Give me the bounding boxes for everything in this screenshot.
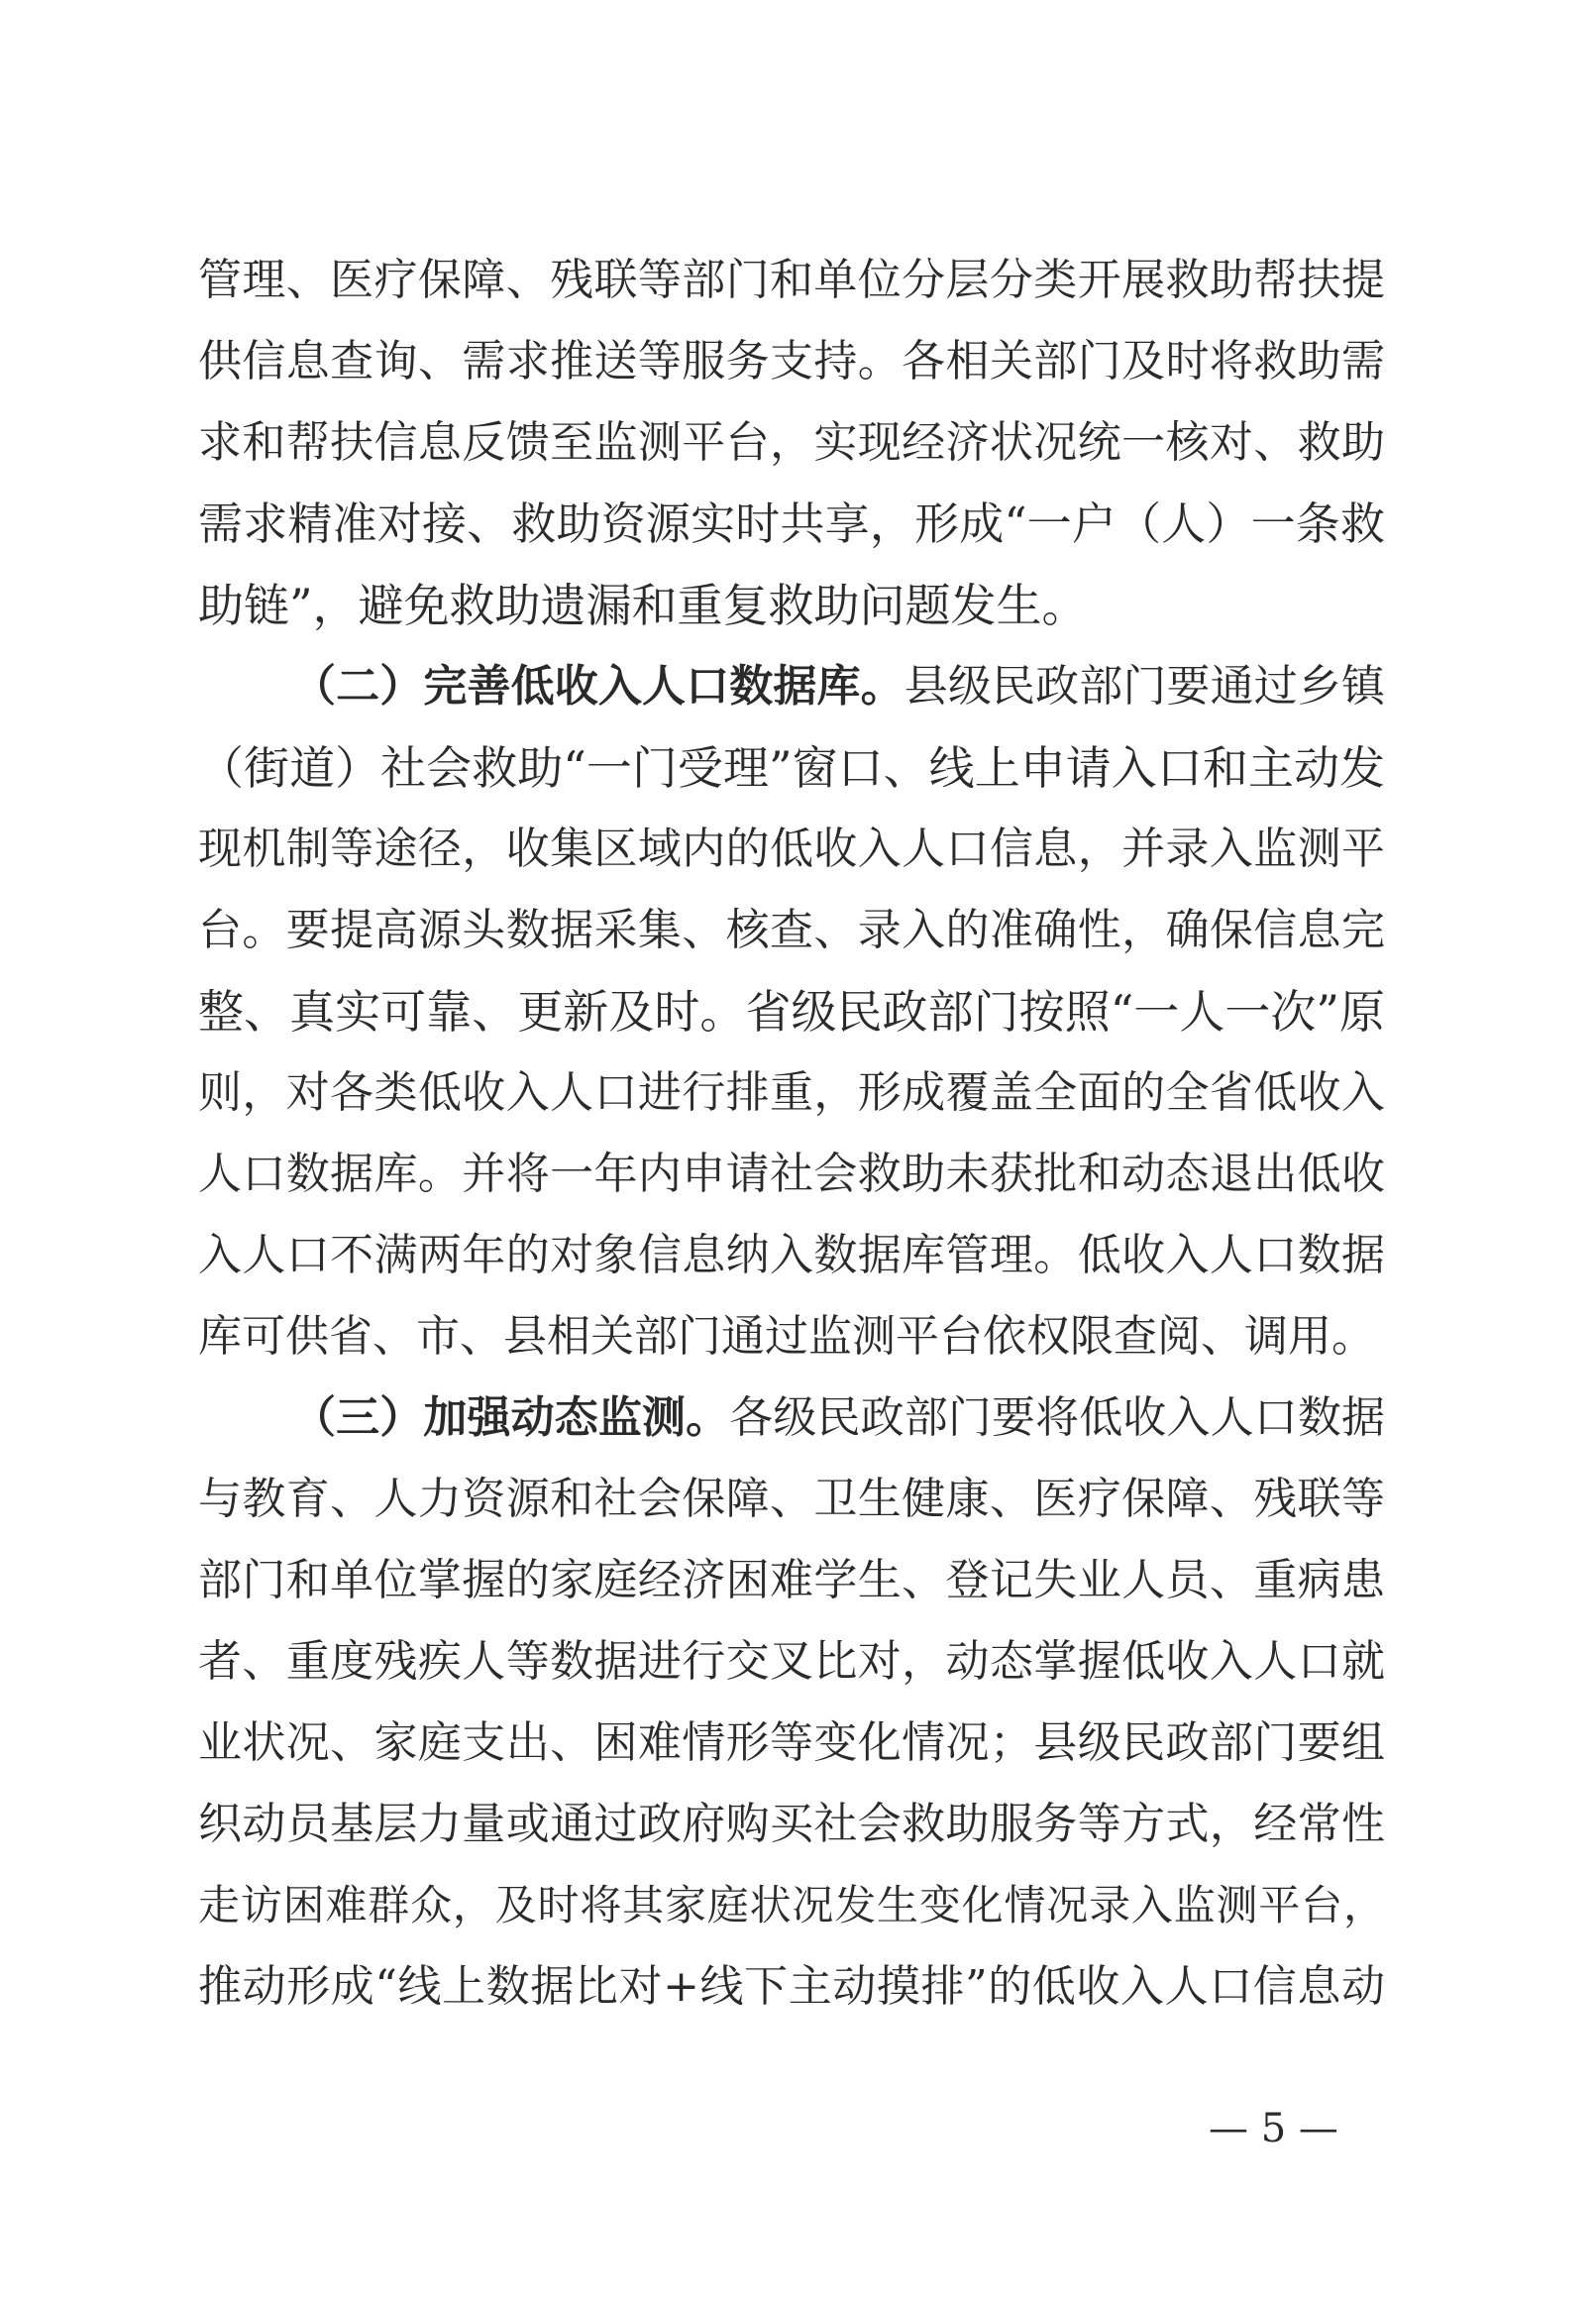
body-line: 需求精准对接、救助资源实时共享，形成“一户（人）一条救 bbox=[198, 497, 1385, 550]
body-line: 助链”，避免救助遗漏和重复救助问题发生。 bbox=[198, 579, 1088, 632]
body-line: （街道）社会救助“一门受理”窗口、线上申请入口和主动发 bbox=[198, 741, 1385, 795]
body-line: 库可供省、市、县相关部门通过监测平台依权限查阅、调用。 bbox=[198, 1311, 1375, 1362]
section-heading: （三）加强动态监测。 bbox=[292, 1392, 730, 1443]
body-line: 现机制等途径，收集区域内的低收入人口信息，并录入监测平 bbox=[198, 824, 1385, 874]
body-line: 供信息查询、需求推送等服务支持。各相关部门及时将救助需 bbox=[198, 336, 1385, 386]
body-line: 织动员基层力量或通过政府购买社会救助服务等方式，经常性 bbox=[198, 1799, 1385, 1849]
body-text: 各级民政部门要将低收入人口数据 bbox=[729, 1392, 1385, 1443]
body-line: 业状况、家庭支出、困难情形等变化情况；县级民政部门要组 bbox=[198, 1717, 1385, 1768]
body-line: 与教育、人力资源和社会保障、卫生健康、医疗保障、残联等 bbox=[198, 1474, 1385, 1524]
body-text: 县级民政部门要通过乡镇 bbox=[904, 661, 1385, 712]
body-line: 入人口不满两年的对象信息纳入数据库管理。低收入人口数据 bbox=[198, 1230, 1385, 1280]
body-line: 走访困难群众，及时将其家庭状况发生变化情况录入监测平台， bbox=[198, 1881, 1385, 1929]
body-line: 整、真实可靠、更新及时。省级民政部门按照“一人一次”原 bbox=[198, 985, 1385, 1039]
body-line: 求和帮扶信息反馈至监测平台，实现经济状况统一核对、救助 bbox=[198, 417, 1385, 468]
paragraph-first-line bbox=[292, 647, 1385, 726]
paragraph-first-line bbox=[292, 1378, 1385, 1458]
body-line: 管理、医疗保障、残联等部门和单位分层分类开展救助帮扶提 bbox=[198, 255, 1385, 305]
section-heading: （二）完善低收入人口数据库。 bbox=[292, 661, 904, 712]
body-line: 台。要提高源头数据采集、核查、录入的准确性，确保信息完 bbox=[198, 905, 1385, 955]
body-line: 者、重度残疾人等数据进行交叉比对，动态掌握低收入人口就 bbox=[198, 1636, 1385, 1687]
body-line: 则，对各类低收入人口进行排重，形成覆盖全面的全省低收入 bbox=[198, 1067, 1385, 1118]
body-line: 部门和单位掌握的家庭经济困难学生、登记失业人员、重病患 bbox=[198, 1555, 1385, 1605]
page-number: — 5 — bbox=[1209, 2106, 1338, 2151]
body-line: 推动形成“线上数据比对+线下主动摸排”的低收入人口信息动 bbox=[198, 1961, 1385, 2012]
body-line: 人口数据库。并将一年内申请社会救助未获批和动态退出低收 bbox=[198, 1149, 1385, 1199]
